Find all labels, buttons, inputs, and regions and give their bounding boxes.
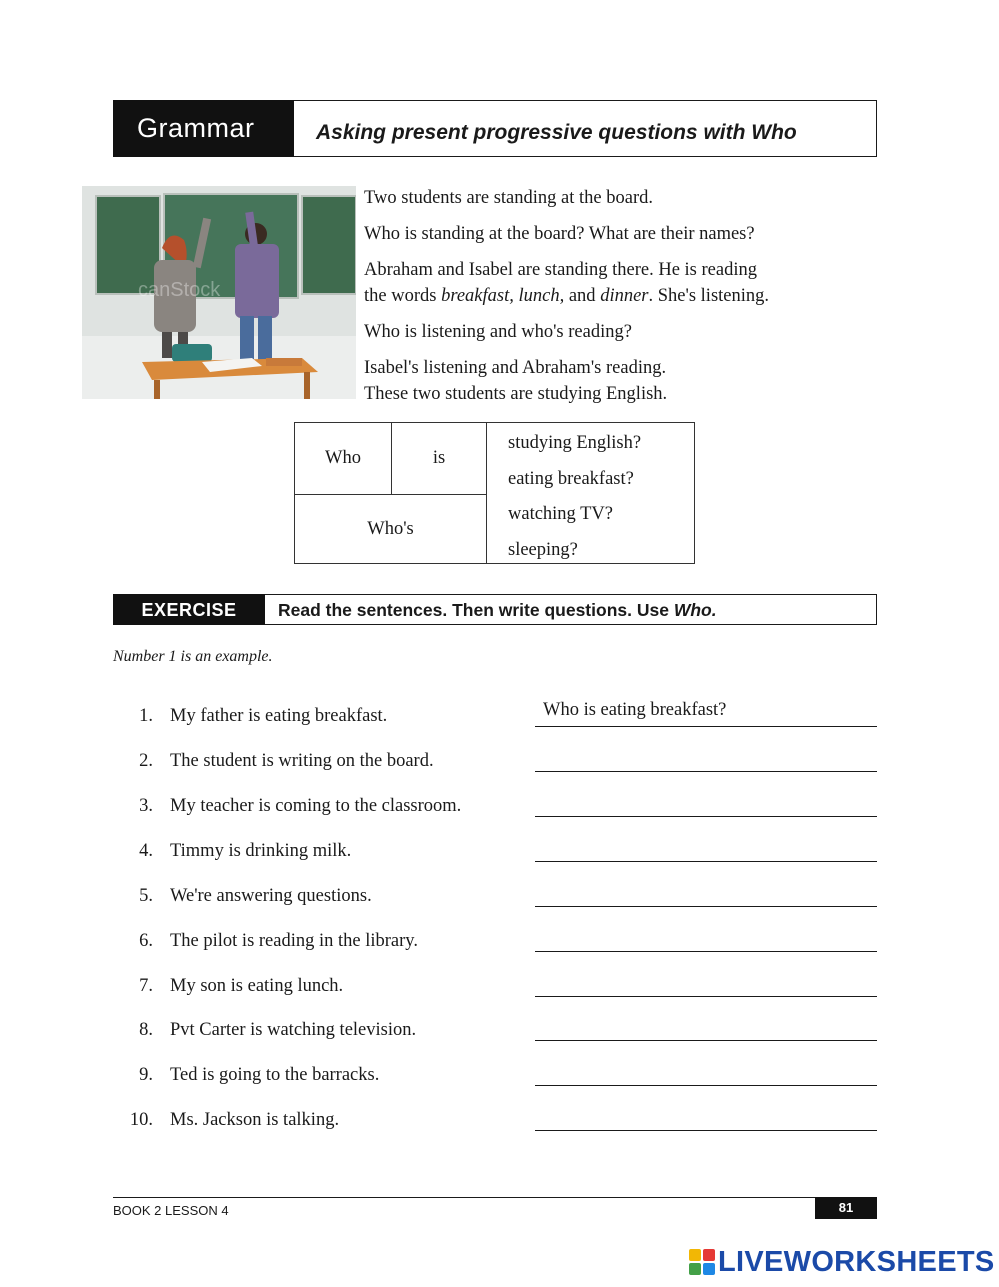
exercise-item-3 xyxy=(113,796,877,826)
exercise-item-10 xyxy=(113,1110,877,1140)
item-sentence: My father is eating breakfast. xyxy=(170,706,388,726)
answer-field[interactable] xyxy=(535,1040,877,1041)
reading-line-1: Two students are standing at the board. xyxy=(364,188,653,208)
exercise-item-9 xyxy=(113,1065,877,1095)
answer-line xyxy=(535,726,877,727)
liveworksheets-logo-text: LIVEWORKSHEETS xyxy=(718,1245,995,1278)
footer-divider xyxy=(113,1197,877,1198)
exercise-item-7 xyxy=(113,976,877,1006)
liveworksheets-logo xyxy=(689,1245,995,1279)
example-note: Number 1 is an example. xyxy=(113,648,273,665)
grammar-title: Asking present progressive questions with Who xyxy=(316,121,797,144)
item-number: 6. xyxy=(139,931,153,951)
reading-words-start: the words xyxy=(364,286,442,306)
reading-words-and: and xyxy=(564,286,601,306)
table-ending: watching TV? xyxy=(508,504,613,524)
item-sentence: We're answering questions. xyxy=(170,886,372,906)
reading-line-6: Isabel's listening and Abraham's reading. xyxy=(364,358,667,378)
answer-field[interactable] xyxy=(535,1085,877,1086)
photo-watermark: canStock xyxy=(138,279,221,301)
item-sentence: The pilot is reading in the library. xyxy=(170,931,418,951)
footer-book-lesson: BOOK 2 LESSON 4 xyxy=(113,1203,229,1218)
item-sentence: My teacher is coming to the classroom. xyxy=(170,796,462,816)
item-number: 7. xyxy=(139,976,153,996)
answer-field[interactable] xyxy=(535,906,877,907)
reading-line-4 xyxy=(364,283,769,309)
exercise-item-4 xyxy=(113,841,877,871)
answer-field[interactable] xyxy=(535,771,877,772)
grammar-label: Grammar xyxy=(113,100,294,157)
table-cell-who: Who xyxy=(294,422,392,495)
item-sentence: Ms. Jackson is talking. xyxy=(170,1110,340,1130)
item-number: 5. xyxy=(139,886,153,906)
exercise-item-6 xyxy=(113,931,877,961)
reading-line-2: Who is standing at the board? What are their names? xyxy=(364,224,755,244)
table-ending: studying English? xyxy=(508,433,642,453)
exercise-item-1 xyxy=(113,700,877,736)
exercise-instruction-text: Read the sentences. Then write questions. Use xyxy=(278,600,674,620)
item-sentence: Timmy is drinking milk. xyxy=(170,841,352,861)
reading-line-5: Who is listening and who's reading? xyxy=(364,322,632,342)
item-sentence: My son is eating lunch. xyxy=(170,976,344,996)
exercise-item-5 xyxy=(113,886,877,916)
exercise-item-8 xyxy=(113,1020,877,1050)
grammar-table xyxy=(294,422,695,564)
table-cell-is: is xyxy=(391,422,487,495)
liveworksheets-logo-icon xyxy=(689,1249,715,1275)
answer-field[interactable] xyxy=(535,861,877,862)
answer-field[interactable] xyxy=(535,951,877,952)
table-endings-list xyxy=(508,426,641,568)
exercise-instruction-who: Who. xyxy=(673,600,717,620)
answer-field[interactable] xyxy=(535,1130,877,1131)
table-ending: eating breakfast? xyxy=(508,468,634,489)
exercise-instruction xyxy=(278,594,717,625)
item-number: 3. xyxy=(139,796,153,816)
reading-line-3: Abraham and Isabel are standing there. He is reading xyxy=(364,260,757,280)
item-number: 4. xyxy=(139,841,153,861)
item-number: 8. xyxy=(139,1020,153,1040)
item-number: 1. xyxy=(139,706,153,726)
item-sentence: Pvt Carter is watching television. xyxy=(170,1020,417,1040)
exercise-item-2 xyxy=(113,751,877,781)
item-sentence: Ted is going to the barracks. xyxy=(170,1065,380,1085)
classroom-photo xyxy=(82,186,356,399)
answer-field[interactable] xyxy=(535,996,877,997)
reading-words-italic-2: dinner xyxy=(600,286,649,306)
example-answer: Who is eating breakfast? xyxy=(543,700,727,720)
item-number: 2. xyxy=(139,751,153,771)
exercise-label: EXERCISE xyxy=(113,594,265,625)
reading-line-7: These two students are studying English. xyxy=(364,384,668,404)
table-cell-whos: Who's xyxy=(294,494,487,564)
reading-words-end: . She's listening. xyxy=(648,286,770,306)
page-number: 81 xyxy=(815,1197,877,1219)
item-number: 10. xyxy=(129,1110,153,1130)
answer-field[interactable] xyxy=(535,816,877,817)
table-ending: sleeping? xyxy=(508,539,578,560)
item-number: 9. xyxy=(139,1065,153,1085)
reading-words-italic-1: breakfast, lunch, xyxy=(441,286,565,306)
item-sentence: The student is writing on the board. xyxy=(170,751,434,771)
